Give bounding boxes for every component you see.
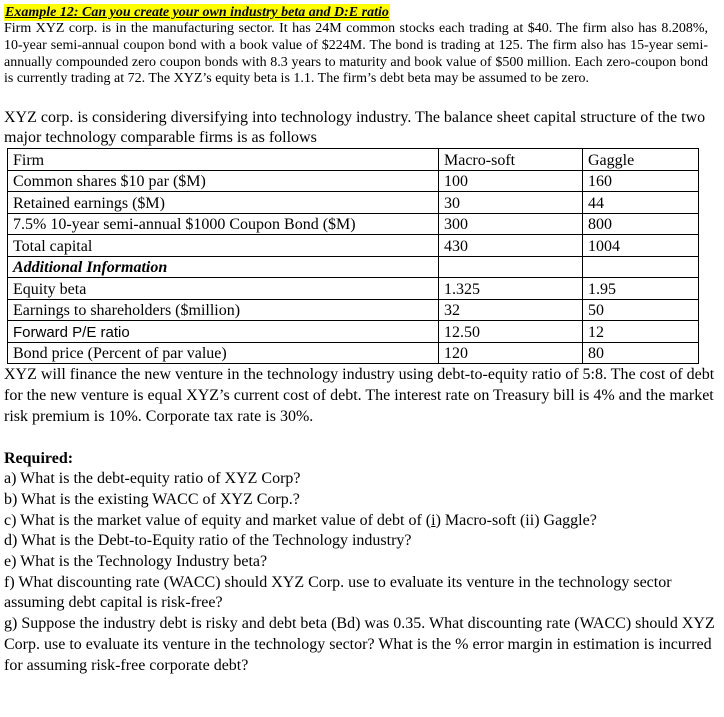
empty-cell <box>439 256 583 278</box>
question-d: d) What is the Debt-to-Equity ratio of the Technology industry? <box>4 532 412 550</box>
additional-information-label: Additional Information <box>8 256 439 278</box>
question-f: f) What discounting rate (WACC) should XYZ Corp. use to evaluate its venture in the technology sector assuming debt capital is risk-free? <box>4 573 672 612</box>
row-label: Bond price (Percent of par value) <box>8 342 439 364</box>
question-a: a) What is the debt-equity ratio of XYZ Corp? <box>4 470 301 488</box>
intro-paragraph: Firm XYZ corp. is in the manufacturing sector. It has 24M common stocks each trading at $40. The firm also has 8.208%, 10-year semi-annual coupon bond with a book value of $224M. The bond is trading at 125. The firm also has 15-year semi-annually compounded zero coupon bonds with 8.3 years to maturity and book value of $500 million. Each zero-coupon bond is currently trading at 72. The XYZ’s equity beta is 1.1. The firm’s debt beta may be assumed to be zero. <box>4 21 708 87</box>
required-heading: Required: <box>4 450 74 468</box>
comparables-intro-paragraph: XYZ corp. is considering diversifying into technology industry. The balance sheet capital structure of the two major technology comparable firms is as follows <box>4 109 706 147</box>
row-gaggle-value: 160 <box>583 170 699 192</box>
row-label: Earnings to shareholders ($million) <box>8 299 439 321</box>
question-c-start: c) What is the market value of equity and market value of debt of ( <box>4 511 432 529</box>
row-label: Forward P/E ratio <box>8 321 439 343</box>
row-gaggle-value: 1.95 <box>583 278 699 300</box>
row-macro-value: 120 <box>439 342 583 364</box>
question-e: e) What is the Technology Industry beta? <box>4 553 268 570</box>
header-firm: Firm <box>8 149 439 171</box>
table-row <box>8 342 699 364</box>
question-c <box>4 511 716 532</box>
row-macro-value: 100 <box>439 170 583 192</box>
section-row <box>8 256 699 278</box>
comparable-firms-table <box>7 148 699 364</box>
table-row <box>8 192 699 214</box>
empty-cell <box>583 256 699 278</box>
title-line <box>4 3 716 21</box>
table-row <box>8 170 699 192</box>
financing-paragraph: XYZ will finance the new venture in the technology industry using debt-to-equity ratio of 5:8. The cost of debt for the new venture is equal XYZ’s current cost of debt. The interest rate on Treasury bill is 4% and the market risk premium is 10%. Corporate tax rate is 30%. <box>4 366 715 426</box>
row-label: Total capital <box>8 235 439 257</box>
row-macro-value: 12.50 <box>439 321 583 343</box>
row-gaggle-value: 1004 <box>583 235 699 257</box>
row-gaggle-value: 12 <box>583 321 699 343</box>
document-page <box>4 3 716 676</box>
row-gaggle-value: 80 <box>583 342 699 364</box>
example-title: Example 12: Can you create your own industry beta and D:E ratio <box>5 5 389 20</box>
header-macro-soft: Macro-soft <box>439 149 583 171</box>
row-gaggle-value: 50 <box>583 299 699 321</box>
row-gaggle-value: 44 <box>583 192 699 214</box>
table-row <box>8 213 699 235</box>
table-row <box>8 321 699 343</box>
row-label: 7.5% 10-year semi-annual $1000 Coupon Bond ($M) <box>8 213 439 235</box>
row-label: Equity beta <box>8 278 439 300</box>
table-header-row <box>8 149 699 171</box>
row-label: Retained earnings ($M) <box>8 192 439 214</box>
question-c-end: ) Macro-soft (ii) Gaggle? <box>435 511 597 529</box>
row-macro-value: 300 <box>439 213 583 235</box>
row-macro-value: 32 <box>439 299 583 321</box>
question-b: b) What is the existing WACC of XYZ Corp.? <box>4 490 300 508</box>
row-macro-value: 30 <box>439 192 583 214</box>
table-row <box>8 235 699 257</box>
row-gaggle-value: 800 <box>583 213 699 235</box>
table-row <box>8 278 699 300</box>
row-label: Common shares $10 par ($M) <box>8 170 439 192</box>
table-row <box>8 299 699 321</box>
header-gaggle: Gaggle <box>583 149 699 171</box>
question-g: g) Suppose the industry debt is risky and debt beta (Bd) was 0.35. What discounting rate (WACC) should XYZ Corp. use to evaluate its venture in the technology sector? What is the % error margin in estimation is incurred for assuming risk-free corporate debt? <box>4 615 715 674</box>
row-macro-value: 1.325 <box>439 278 583 300</box>
row-macro-value: 430 <box>439 235 583 257</box>
question-c-roman: i <box>431 511 436 529</box>
